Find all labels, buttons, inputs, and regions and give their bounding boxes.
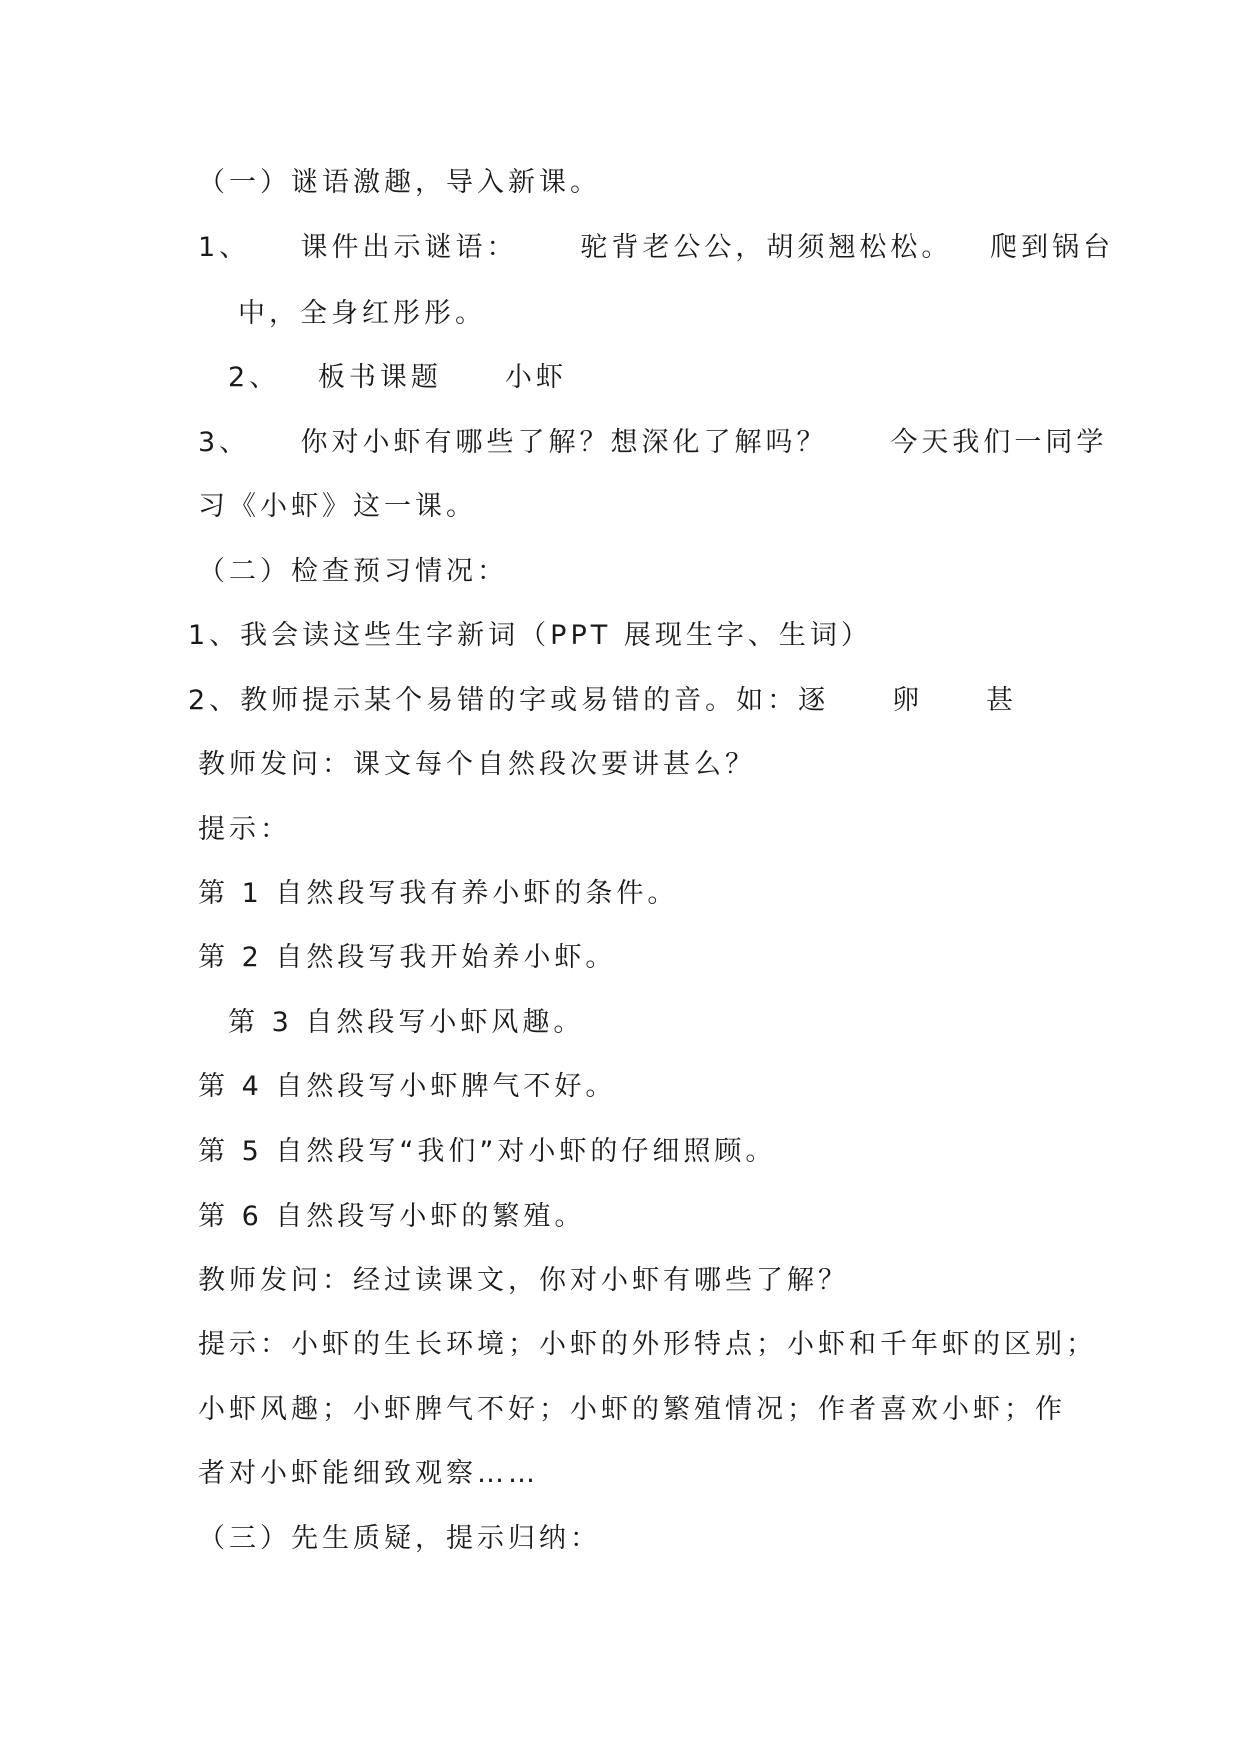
paragraph-line: 习《小虾》这一课。 [198, 491, 477, 522]
section-heading-3: （三）先生质疑，提示归纳： [198, 1523, 601, 1554]
paragraph-line: 第 5 自然段写“我们”对小虾的仔细照顾。 [198, 1136, 777, 1167]
paragraph-line: 教师发问：经过读课文，你对小虾有哪些了解？ [198, 1265, 849, 1296]
paragraph-line: 3、 你对小虾有哪些了解？想深化了解吗？ 今天我们一同学 [198, 427, 1108, 458]
paragraph-line: 第 4 自然段写小虾脾气不好。 [198, 1071, 617, 1102]
paragraph-line: 第 2 自然段写我开始养小虾。 [198, 942, 617, 973]
paragraph-line: 2、 板书课题 小虾 [228, 362, 567, 393]
paragraph-line: 2、教师提示某个易错的字或易错的音。如：逐 卵 甚 [188, 685, 1018, 716]
paragraph-line: 第 6 自然段写小虾的繁殖。 [198, 1201, 586, 1232]
paragraph-line: 者对小虾能细致观察…… [198, 1458, 539, 1489]
paragraph-line: 提示： [198, 814, 291, 845]
paragraph-line: 中，全身红彤彤。 [238, 298, 486, 329]
paragraph-line: 1、我会读这些生字新词（PPT 展现生字、生词） [188, 620, 872, 651]
section-heading-2: （二）检查预习情况： [198, 556, 508, 587]
paragraph-line: 第 1 自然段写我有养小虾的条件。 [198, 878, 679, 909]
paragraph-line: 1、 课件出示谜语： 驼背老公公，胡须翘松松。 爬到锅台 [198, 232, 1115, 263]
paragraph-line: 第 3 自然段写小虾风趣。 [228, 1007, 585, 1038]
paragraph-line: 提示：小虾的生长环境；小虾的外形特点；小虾和千年虾的区别； [198, 1329, 1097, 1360]
section-heading-1: （一）谜语激趣，导入新课。 [198, 167, 601, 198]
paragraph-line: 小虾风趣；小虾脾气不好；小虾的繁殖情况；作者喜欢小虾；作 [198, 1394, 1066, 1425]
paragraph-line: 教师发问：课文每个自然段次要讲甚么？ [198, 749, 756, 780]
